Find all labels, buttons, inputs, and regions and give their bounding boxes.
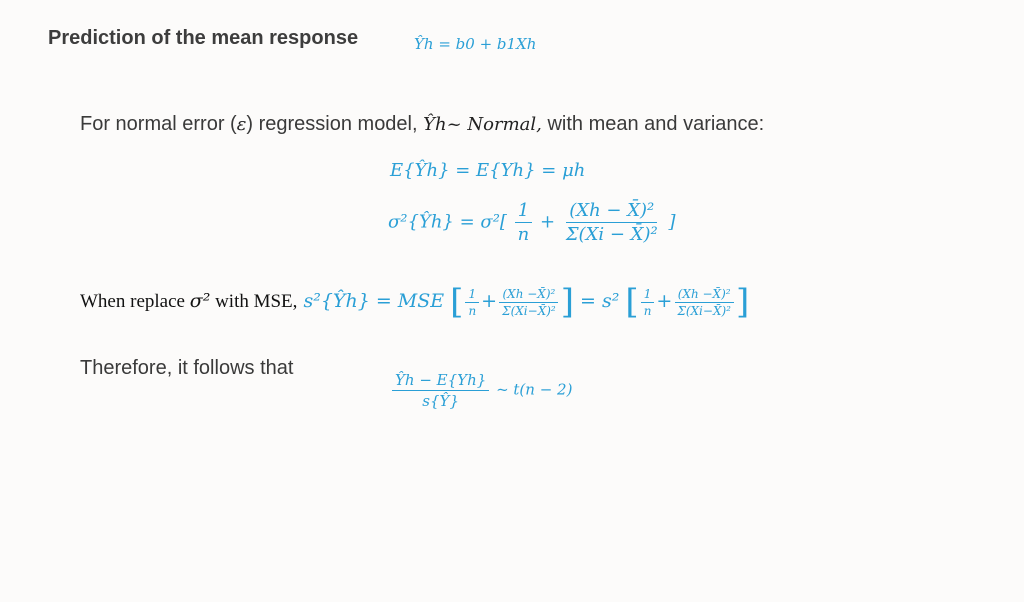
left-bracket: [ (625, 282, 639, 322)
fraction-denominator: n (468, 303, 477, 318)
yh-definition-formula: Ŷh = b0 + b1Xh (414, 35, 537, 53)
fraction-denominator: Σ(Xi − X̄)² (565, 224, 658, 245)
right-bracket: ] (560, 282, 574, 322)
fraction-denominator: s{Ŷ} (422, 392, 459, 410)
fraction-numerator: (Xh −X̄)² (675, 287, 734, 303)
right-bracket: ] (735, 282, 750, 322)
mean-equation: E{Ŷh} = E{Yh} = μh (390, 160, 586, 181)
fraction-numerator: 1 (465, 287, 479, 303)
mse-fraction-2 (499, 287, 559, 318)
variance-fraction-1 (515, 200, 533, 245)
variance-equation (388, 200, 676, 245)
intro-sentence (80, 113, 764, 136)
s2-fraction-2 (674, 287, 734, 318)
fraction-denominator: n (517, 224, 530, 245)
s2-fraction-1 (641, 287, 655, 318)
plus-sign: + (540, 211, 556, 233)
mse-replacement-line (80, 282, 750, 322)
fraction-denominator: n (643, 303, 652, 318)
therefore-text: Therefore, it follows that (80, 357, 294, 379)
fraction-numerator: 1 (641, 287, 655, 303)
t-statistic-formula (390, 371, 572, 410)
replace-label-after: with MSE, (210, 291, 298, 312)
variance-lhs: σ²{Ŷh} = σ²[ (388, 211, 507, 233)
replace-label-before: When replace (80, 291, 190, 312)
yh-symbol: Ŷh (423, 114, 447, 135)
fraction-numerator: 1 (515, 200, 532, 223)
variance-fraction-2 (563, 200, 661, 245)
equals-s2: = s² (580, 290, 620, 312)
intro-text-after: with mean and variance: (541, 113, 765, 135)
sigma-squared: σ² (189, 290, 211, 312)
fraction-numerator: Ŷh − E{Yh} (392, 371, 489, 391)
fraction-denominator: Σ(Xi−X̄)² (677, 303, 731, 318)
intro-text-middle: ) regression model, (246, 113, 424, 135)
left-bracket: [ (450, 282, 464, 322)
fraction-numerator: (Xh −X̄)² (499, 287, 558, 303)
normal-distribution: ~ Normal, (446, 114, 542, 135)
t-distribution: ~ t(n − 2) (496, 380, 573, 399)
mse-fraction-1 (465, 287, 479, 318)
t-statistic-fraction (392, 371, 489, 410)
closing-bracket: ] (668, 211, 676, 233)
plus-sign: + (481, 290, 498, 312)
plus-sign: + (656, 290, 673, 312)
fraction-denominator: Σ(Xi−X̄)² (502, 303, 556, 318)
intro-text-before: For normal error ( (80, 113, 237, 135)
s2-lhs: s²{Ŷh} = MSE (297, 290, 445, 312)
epsilon-symbol: ε (236, 114, 247, 135)
slide-title: Prediction of the mean response (48, 27, 359, 49)
fraction-numerator: (Xh − X̄)² (566, 200, 657, 223)
